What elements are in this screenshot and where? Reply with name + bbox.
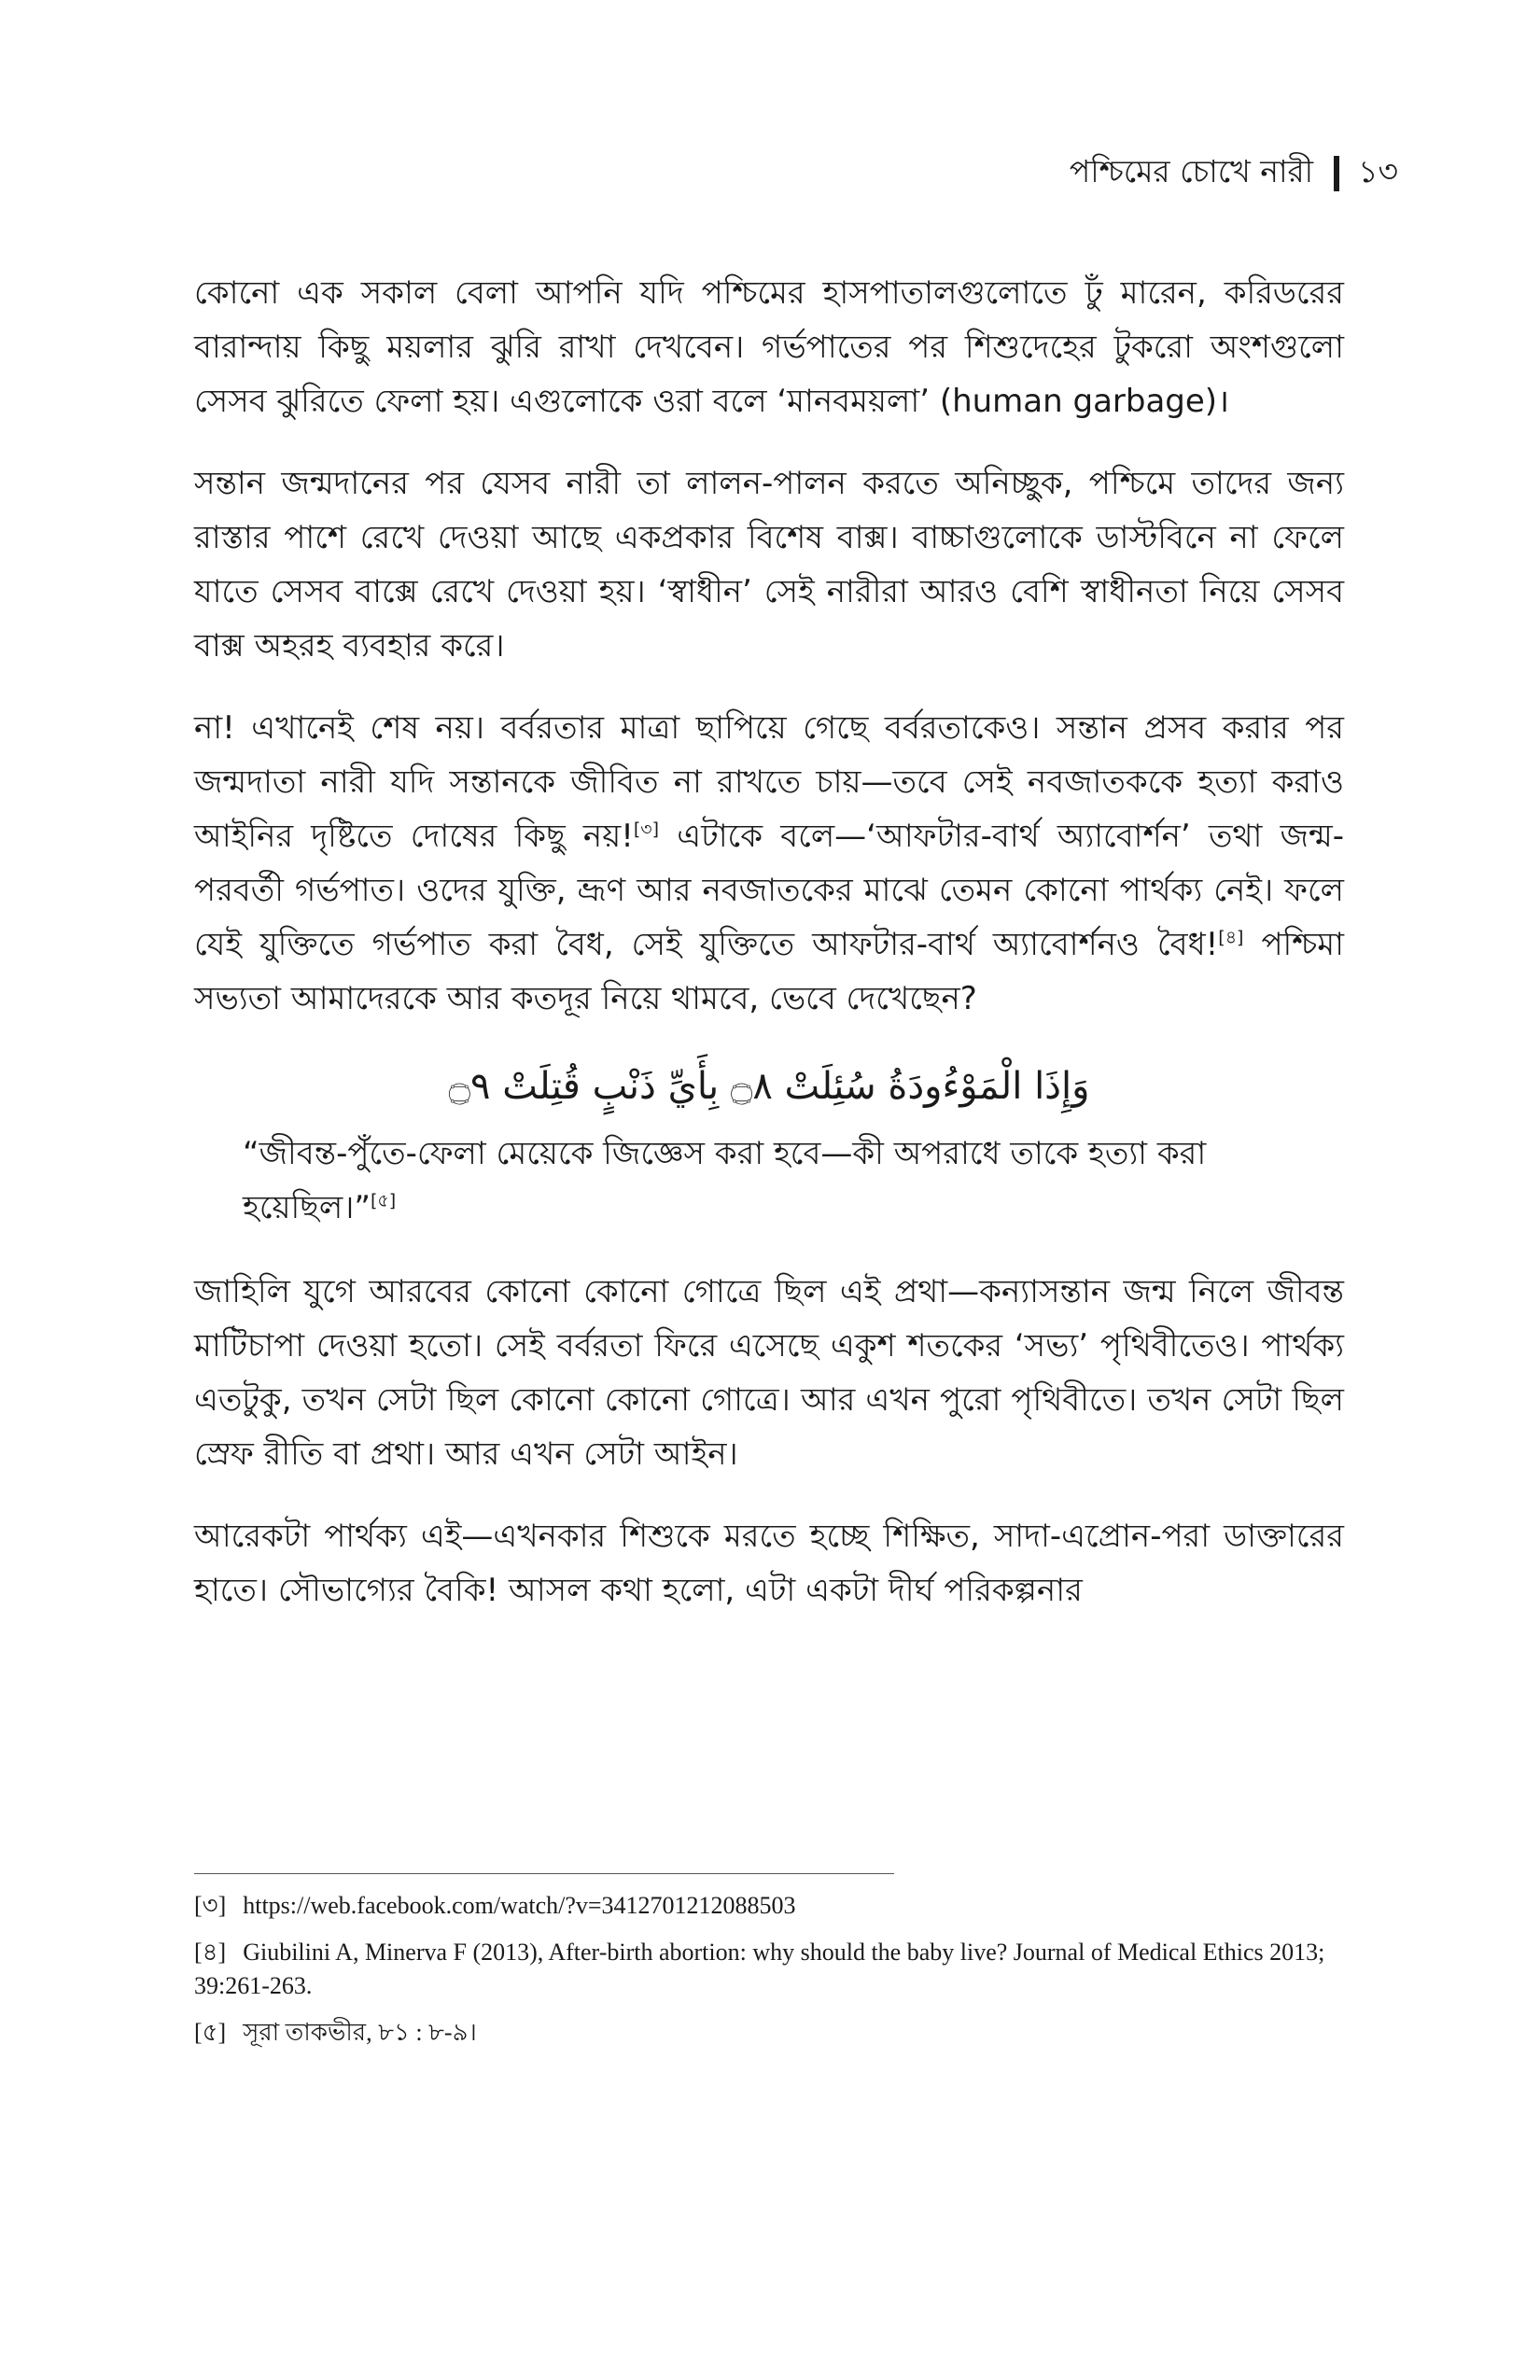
paragraph-3-part-a: না! এখানেই শেষ নয়। বর্বরতার মাত্রা ছাপিয়ে গেছে বর্বরতাকেও। সন্তান প্রসব করার পর জন্মদাতা নারী যদি সন্তানকে জীবিত না রাখতে চায়—তবে সেই নবজাতককে হত্যা করাও আইনির দৃষ্টিতে দোষের কিছু নয়! — [194, 709, 1344, 855]
footnote-item — [194, 1936, 1344, 2003]
verse-translation-text: “জীবন্ত-পুঁতে-ফেলা মেয়েকে জিজ্ঞেস করা হবে—কী অপরাধে তাকে হত্যা করা হয়েছিল।” — [243, 1135, 1207, 1226]
footnote-text: সূরা তাকভীর, ৮১ : ৮-৯। — [243, 2019, 477, 2046]
footnote-ref-4: [৪] — [1218, 927, 1244, 948]
running-header — [1070, 147, 1398, 200]
running-header-title: পশ্চিমের চোখে নারী — [1069, 153, 1314, 189]
footnote-ref-5: [৫] — [371, 1190, 397, 1211]
footnotes — [194, 1889, 1344, 2063]
paragraph-3-part-c: পশ্চিমা সভ্যতা আমাদেরকে আর কতদূর নিয়ে থামবে, ভেবে দেখেছেন? — [194, 926, 1344, 1017]
paragraph-3 — [194, 701, 1344, 1026]
paragraph-2: সন্তান জন্মদানের পর যেসব নারী তা লালন-পালন করতে অনিচ্ছুক, পশ্চিমে তাদের জন্য রাস্তার পাশে রেখে দেওয়া আছে একপ্রকার বিশেষ বাক্স। বাচ্চাগুলোকে ডাস্টবিনে না ফেলে যাতে সেসব বাক্সে রেখে দেওয়া হয়। ‘স্বাধীন’ সেই নারীরা আরও বেশি স্বাধীনতা নিয়ে সেসব বাক্স অহরহ ব্যবহার করে। — [194, 465, 1344, 665]
footnote-number: [৫] — [194, 2019, 227, 2046]
footnote-item — [194, 2016, 1344, 2050]
footnote-item — [194, 1889, 1344, 1923]
footnote-text: Giubilini A, Minerva F (2013), After-birth abortion: why should the baby live? Journal of Medical Ethics 2013; 39:261-263. — [194, 1939, 1325, 1999]
footnote-number: [৩] — [194, 1892, 227, 1919]
footnote-ref-3: [৩] — [633, 819, 660, 840]
header-divider — [1334, 156, 1339, 191]
footnote-text: https://web.facebook.com/watch/?v=3412701212088503 — [243, 1892, 796, 1919]
quran-verse-arabic: وَإِذَا الْمَوْءُودَةُ سُئِلَتْ ۝٨ بِأَيِّ ذَنْبٍ قُتِلَتْ ۝٩ — [448, 1065, 1090, 1108]
paragraph-3-part-b: এটাকে বলে—‘আফটার-বার্থ অ্যাবোর্শন’ তথা জন্ম-পরবর্তী গর্ভপাত। ওদের যুক্তি, ভ্রূণ আর নবজাতকের মাঝে তেমন কোনো পার্থক্য নেই। ফলে যেই যুক্তিতে গর্ভপাত করা বৈধ, সেই যুক্তিতে আফটার-বার্থ অ্যাবোর্শনও বৈধ! — [194, 818, 1344, 963]
verse-translation — [243, 1127, 1307, 1235]
footnote-number: [৪] — [194, 1939, 227, 1966]
page-body — [194, 266, 1344, 1645]
page-number: ১৩ — [1358, 153, 1398, 189]
footnote-separator — [194, 1873, 894, 1874]
paragraph-4: জাহিলি যুগে আরবের কোনো কোনো গোত্রে ছিল এই প্রথা—কন্যাসন্তান জন্ম নিলে জীবন্ত মাটিচাপা দেওয়া হতো। সেই বর্বরতা ফিরে এসেছে একুশ শতকের ‘সভ্য’ পৃথিবীতেও। পার্থক্য এতটুকু, তখন সেটা ছিল কোনো কোনো গোত্রে। আর এখন পুরো পৃথিবীতে। তখন সেটা ছিল স্রেফ রীতি বা প্রথা। আর এখন সেটা আইন। — [194, 1273, 1344, 1473]
paragraph-1: কোনো এক সকাল বেলা আপনি যদি পশ্চিমের হাসপাতালগুলোতে ঢুঁ মারেন, করিডরের বারান্দায় কিছু ময়লার ঝুরি রাখা দেখবেন। গর্ভপাতের পর শিশুদেহের টুকরো অংশগুলো সেসব ঝুরিতে ফেলা হয়। এগুলোকে ওরা বলে ‘মানবময়লা’ (human garbage)। — [194, 274, 1344, 420]
paragraph-5: আরেকটা পার্থক্য এই—এখনকার শিশুকে মরতে হচ্ছে শিক্ষিত, সাদা-এপ্রোন-পরা ডাক্তারের হাতে। সৌভাগ্যের বৈকি! আসল কথা হলো, এটা একটা দীর্ঘ পরিকল্পনার — [194, 1518, 1344, 1609]
